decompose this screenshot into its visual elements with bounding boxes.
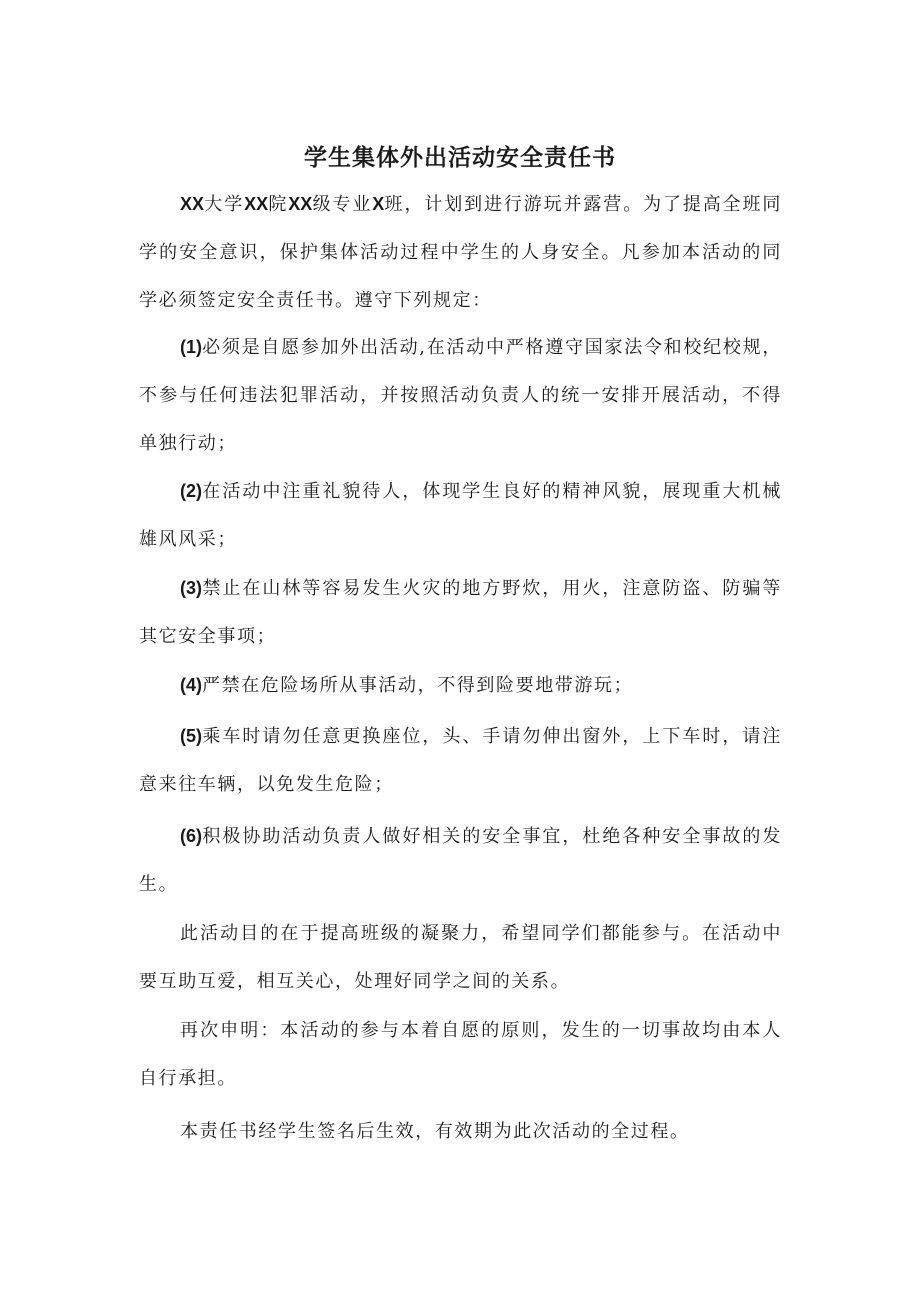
document-title: 学生集体外出活动安全责任书 [304, 144, 616, 171]
rule-number: (5) [180, 726, 202, 746]
rule-item [139, 323, 782, 468]
college-code: XX [244, 194, 269, 214]
rule-item [139, 467, 782, 564]
declaration-paragraph: 再次申明：本活动的参与本着自愿的原则，发生的一切事故均由本人自行承担。 [139, 1020, 782, 1089]
rule-item [139, 564, 782, 661]
rule-text: 乘车时请勿任意更换座位，头、手请勿伸出窗外，上下车时，请注意来往车辆，以免发生危险； [139, 726, 782, 795]
rule-item [139, 661, 782, 710]
rule-number: (6) [180, 826, 202, 846]
intro-paragraph: XX大学XX院XX级专业X班，计划到进行游玩并露营。为了提高全班同学的安全意识，保护集体活动过程中学生的人身安全。凡参加本活动的同学必须签定安全责任书。遵守下列规定： [139, 194, 782, 311]
rule-number: (2) [180, 481, 202, 501]
rule-item [139, 712, 782, 809]
validity-paragraph: 本责任书经学生签名后生效，有效期为此次活动的全过程。 [180, 1121, 690, 1142]
purpose-paragraph: 此活动目的在于提高班级的凝聚力，希望同学们都能参与。在活动中要互助互爱，相互关心，处理好同学之间的关系。 [139, 923, 782, 992]
rule-text: 在活动中注重礼貌待人，体现学生良好的精神风貌，展现重大机械雄风风采； [139, 481, 782, 550]
university-code: XX [180, 194, 205, 214]
rule-text: 必须是自愿参加外出活动,在活动中严格遵守国家法令和校纪校规，不参与任何违法犯罪活动，并按照活动负责人的统一安排开展活动，不得单独行动； [139, 337, 782, 454]
rule-number: (3) [180, 578, 202, 598]
grade-code: XX [288, 194, 313, 214]
class-code: X [372, 194, 385, 214]
rule-number: (1) [180, 337, 202, 357]
rule-item [139, 812, 782, 909]
rule-text: 严禁在危险场所从事活动，不得到险要地带游玩； [202, 675, 634, 696]
rule-number: (4) [180, 675, 202, 695]
rule-text: 禁止在山林等容易发生火灾的地方野炊，用火，注意防盗、防骗等其它安全事项； [139, 578, 782, 647]
rule-text: 积极协助活动负责人做好相关的安全事宜，杜绝各种安全事故的发生。 [139, 826, 782, 895]
